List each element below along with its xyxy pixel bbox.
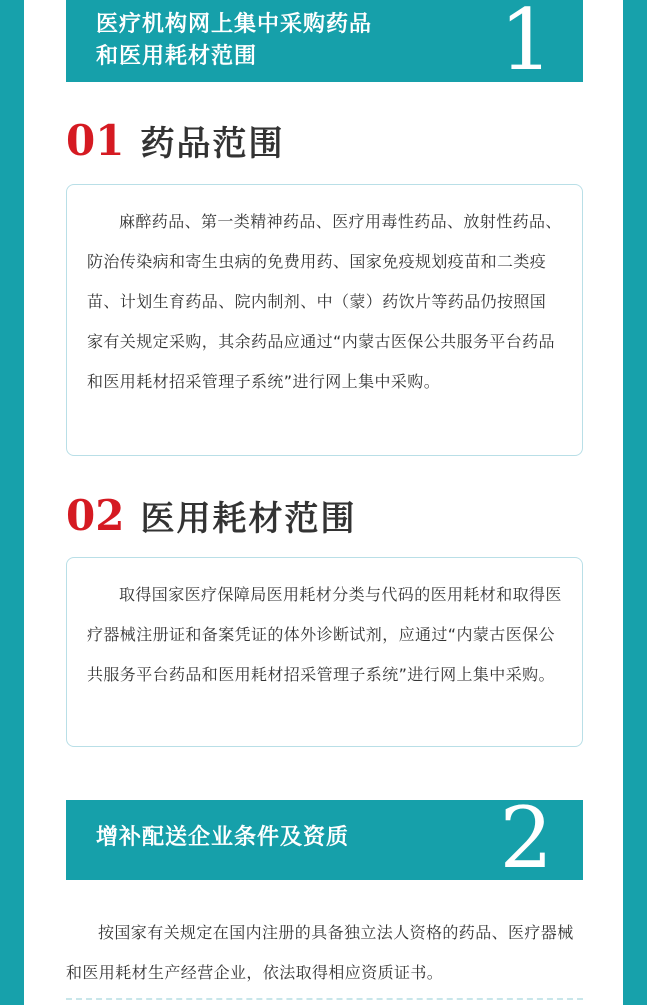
consumables-scope-text: 取得国家医疗保障局医用耗材分类与代码的医用耗材和取得医疗器械注册证和备案凭证的体外诊断试剂，应通过“内蒙古医保公共服务平台药品和医用耗材招采管理子系统”进行网上集中采购。 (87, 585, 562, 684)
subsection-02-heading (66, 490, 356, 540)
subsection-02-number: 02 (66, 490, 125, 540)
section-2-banner-title: 增补配送企业条件及资质 (96, 825, 350, 850)
section-2-banner (66, 789, 583, 887)
subsection-02-title: 医用耗材范围 (140, 498, 357, 539)
subsection-01-title: 药品范围 (140, 123, 285, 164)
subsection-01-number: 01 (66, 115, 125, 165)
distributor-qualification-text: 按国家有关规定在国内注册的具备独立法人资格的药品、医疗器械和医用耗材生产经营企业，依法取得相应资质证书。 (66, 923, 574, 982)
section-1-banner-title-line2: 和医用耗材范围 (96, 44, 258, 69)
consumables-scope-card (66, 557, 583, 747)
subsection-01-heading (66, 115, 284, 165)
drug-scope-card (66, 184, 583, 456)
drug-scope-text: 麻醉药品、第一类精神药品、医疗用毒性药品、放射性药品、防治传染病和寄生虫病的免费用药、国家免疫规划疫苗和二类疫苗、计划生育药品、院内制剂、中（蒙）药饮片等药品仍按照国家有关规定采购，其余药品应通过“内蒙古医保公共服务平台药品和医用耗材招采管理子系统”进行网上集中采购。 (87, 212, 562, 391)
section-1-banner-title-line1: 医疗机构网上集中采购药品 (96, 12, 373, 37)
section-1-banner (66, 0, 583, 89)
dashed-divider (66, 998, 583, 1000)
section-1-banner-title (96, 9, 372, 73)
section-2-banner-number: 2 (499, 789, 553, 887)
right-decorative-bar (623, 0, 647, 1005)
left-decorative-bar (0, 0, 24, 1005)
section-1-banner-number: 1 (499, 0, 553, 89)
